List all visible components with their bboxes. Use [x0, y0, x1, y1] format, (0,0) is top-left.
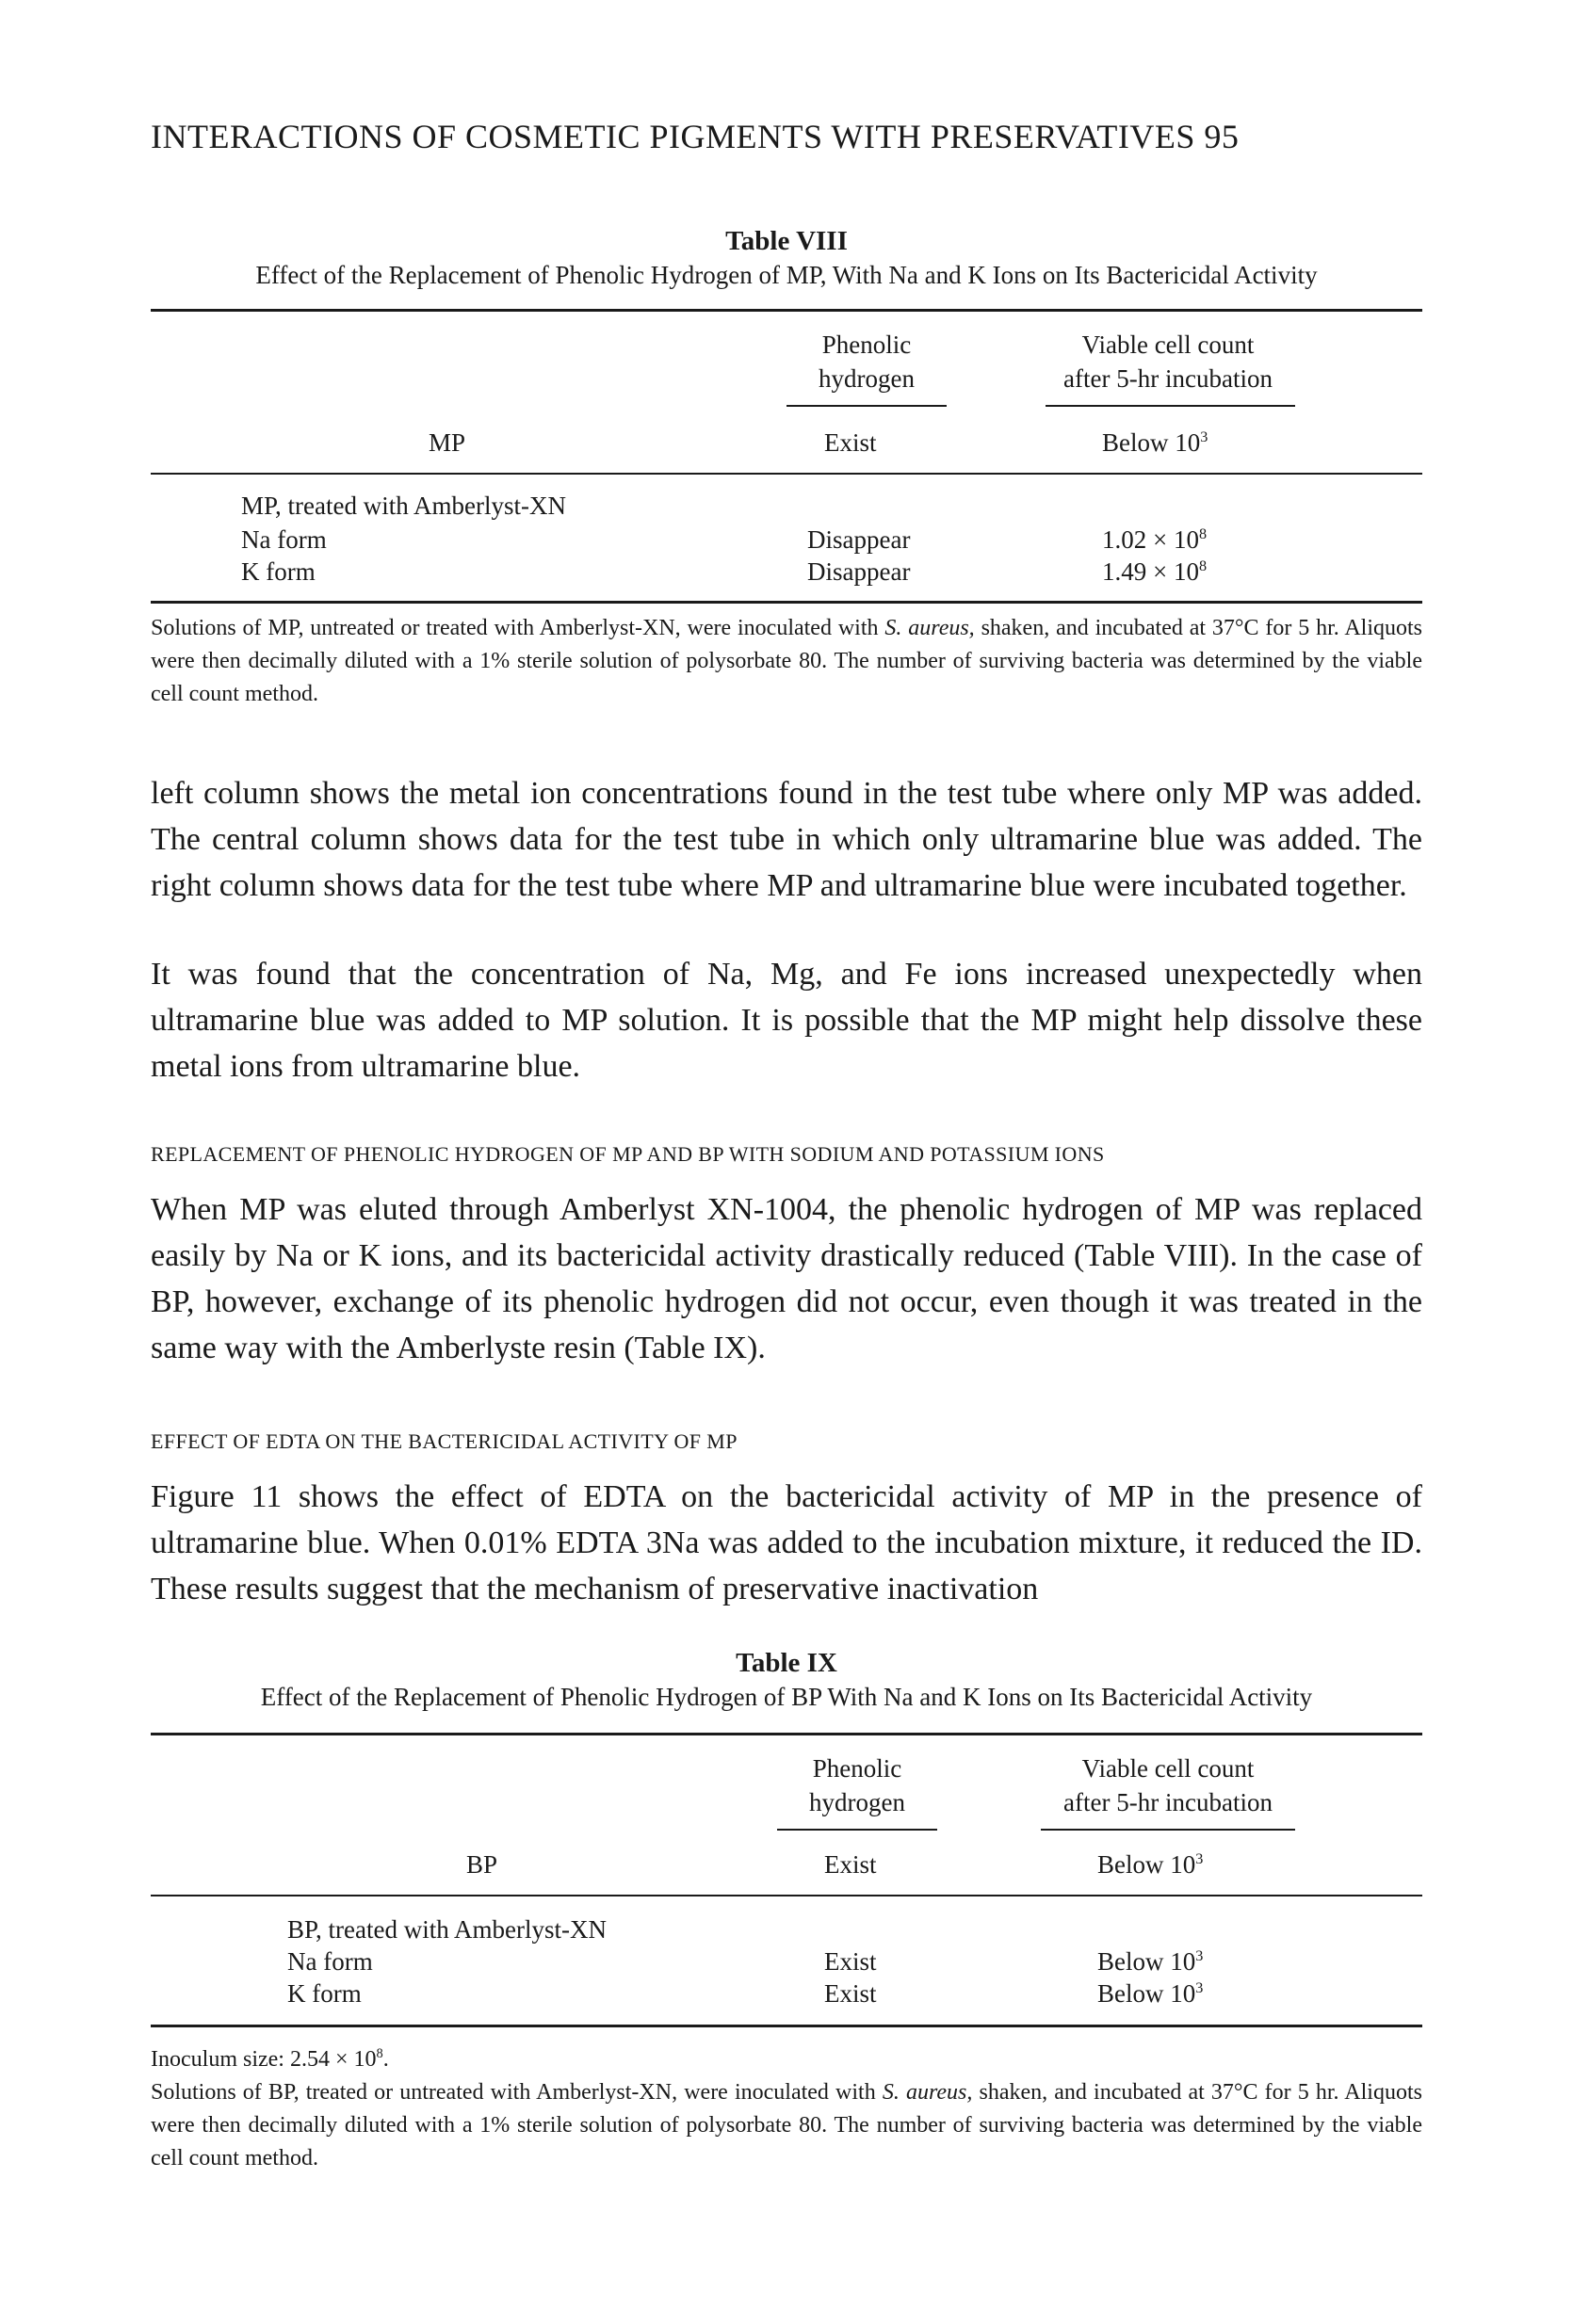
cell-k-viable	[1097, 1979, 1203, 2009]
section-heading: REPLACEMENT OF PHENOLIC HYDROGEN OF MP AND BP WITH SODIUM AND POTASSIUM IONS	[151, 1142, 1105, 1166]
cell-na-phenolic: Disappear	[807, 525, 911, 554]
group-label: MP, treated with Amberlyst-XN	[241, 492, 566, 520]
section-heading: EFFECT OF EDTA ON THE BACTERICIDAL ACTIVITY OF MP	[151, 1429, 738, 1453]
footnote-text: shaken, and incubated at 37°C for 5 hr. Aliquots were then decimally diluted with a 1% sterile solution of polysorbate 80. The number of surviving bacteria was determined by the viable cell count method.	[151, 616, 1422, 706]
footnote-text: Solutions of BP, treated or untreated with Amberlyst-XN, were inoculated with	[151, 2080, 876, 2105]
column-header-text: Phenolic	[812, 1754, 902, 1783]
table-ix-caption: Effect of the Replacement of Phenolic Hydrogen of BP With Na and K Ions on Its Bactericidal Activity	[260, 1683, 1313, 1711]
species-name: S. aureus,	[882, 2080, 973, 2105]
column-header-text: hydrogen	[809, 1788, 905, 1816]
paragraph: Figure 11 shows the effect of EDTA on the bactericidal activity of MP in the presence of ultramarine blue. When 0.01% EDTA 3Na was added to the incubation mixture, it reduced the ID. These results suggest that the mechanism of preservative inactivation	[151, 1479, 1422, 1606]
inoculum-size	[151, 2043, 1422, 2076]
table-mid-rule	[151, 473, 1422, 475]
footnote-text: .	[382, 2047, 389, 2072]
column-header-text: hydrogen	[819, 364, 915, 393]
row-label-k: K form	[287, 1979, 362, 2008]
cell-value: Below 10	[1097, 1979, 1196, 2008]
table-top-rule	[151, 1733, 1422, 1735]
exponent: 3	[1200, 428, 1208, 445]
cell-bp-viable	[1097, 1850, 1203, 1880]
cell-value: 1.49 × 10	[1102, 557, 1199, 586]
cell-bp-phenolic: Exist	[824, 1850, 877, 1879]
cell-value: Below 10	[1102, 428, 1201, 457]
table-ix-title: Table IX	[736, 1648, 837, 1678]
cell-k-viable	[1102, 557, 1207, 587]
species-name: S. aureus,	[884, 616, 975, 640]
paragraph: It was found that the concentration of Na, Mg, and Fe ions increased unexpectedly when ultramarine blue was added to MP solution. It is possible that the MP might help dissolve these metal ions from ultramarine blue.	[151, 957, 1422, 1084]
footnote-text: Solutions of MP, untreated or treated with Amberlyst-XN, were inoculated with	[151, 616, 879, 640]
table-bottom-rule	[151, 601, 1422, 604]
cell-value: Below 10	[1097, 1947, 1196, 1976]
cell-mp-phenolic: Exist	[824, 428, 877, 457]
table-viii-caption: Effect of the Replacement of Phenolic Hydrogen of MP, With Na and K Ions on Its Bactericidal Activity	[255, 261, 1318, 289]
running-head: INTERACTIONS OF COSMETIC PIGMENTS WITH PRESERVATIVES 95	[151, 118, 1240, 155]
table-mid-rule	[151, 1895, 1422, 1896]
cell-na-phenolic: Exist	[824, 1947, 877, 1976]
exponent: 8	[1198, 557, 1208, 574]
exponent: 3	[1195, 1979, 1204, 1996]
table-viii-title: Table VIII	[725, 226, 848, 256]
column-header-viable	[1017, 1751, 1319, 1819]
column-header-text: Phenolic	[821, 331, 912, 359]
column-header-phenolic	[772, 328, 961, 395]
column-header-text: Viable cell count	[1081, 331, 1255, 359]
exponent: 8	[1198, 525, 1208, 542]
table-ix-footnote	[151, 2076, 1422, 2175]
row-label-bp: BP	[466, 1850, 498, 1879]
cell-k-phenolic: Disappear	[807, 557, 911, 586]
column-header-phenolic	[763, 1751, 951, 1819]
table-viii-footnote	[151, 612, 1422, 711]
row-label-na: Na form	[287, 1947, 373, 1976]
row-label-mp: MP	[429, 428, 466, 457]
column-header-rule	[786, 405, 947, 407]
exponent: 8	[376, 2046, 383, 2061]
column-header-text: after 5-hr incubation	[1063, 364, 1273, 393]
column-header-text: Viable cell count	[1081, 1754, 1255, 1783]
column-header-rule	[1041, 1829, 1295, 1831]
cell-mp-viable	[1102, 428, 1208, 458]
cell-value: 1.02 × 10	[1102, 525, 1199, 554]
cell-k-phenolic: Exist	[824, 1979, 877, 2008]
exponent: 3	[1195, 1850, 1204, 1867]
cell-value: Below 10	[1097, 1850, 1196, 1879]
footnote-text: shaken, and incubated at 37°C for 5 hr. Aliquots were then decimally diluted with a 1% sterile solution of polysorbate 80. The number of surviving bacteria was determined by the viable cell count method.	[151, 2080, 1422, 2171]
group-label: BP, treated with Amberlyst-XN	[287, 1915, 607, 1944]
table-bottom-rule	[151, 2025, 1422, 2027]
paragraph: left column shows the metal ion concentrations found in the test tube where only MP was added. The central column shows data for the test tube in which only ultramarine blue was added. The right column shows data for the test tube where MP and ultramarine blue were incubated together.	[151, 776, 1422, 903]
column-header-text: after 5-hr incubation	[1063, 1788, 1273, 1816]
cell-na-viable	[1102, 525, 1207, 555]
column-header-viable	[1017, 328, 1319, 395]
exponent: 3	[1195, 1947, 1204, 1964]
column-header-rule	[777, 1829, 937, 1831]
paragraph: When MP was eluted through Amberlyst XN-1004, the phenolic hydrogen of MP was replaced easily by Na or K ions, and its bactericidal activity drastically reduced (Table VIII). In the case of BP, however, exchange of its phenolic hydrogen did not occur, even though it was treated in the same way with the Amberlyste resin (Table IX).	[151, 1192, 1422, 1365]
footnote-text: Inoculum size: 2.54 × 10	[151, 2047, 377, 2072]
cell-na-viable	[1097, 1947, 1203, 1977]
row-label-na: Na form	[241, 525, 327, 554]
row-label-k: K form	[241, 557, 316, 586]
table-top-rule	[151, 309, 1422, 312]
column-header-rule	[1046, 405, 1295, 407]
